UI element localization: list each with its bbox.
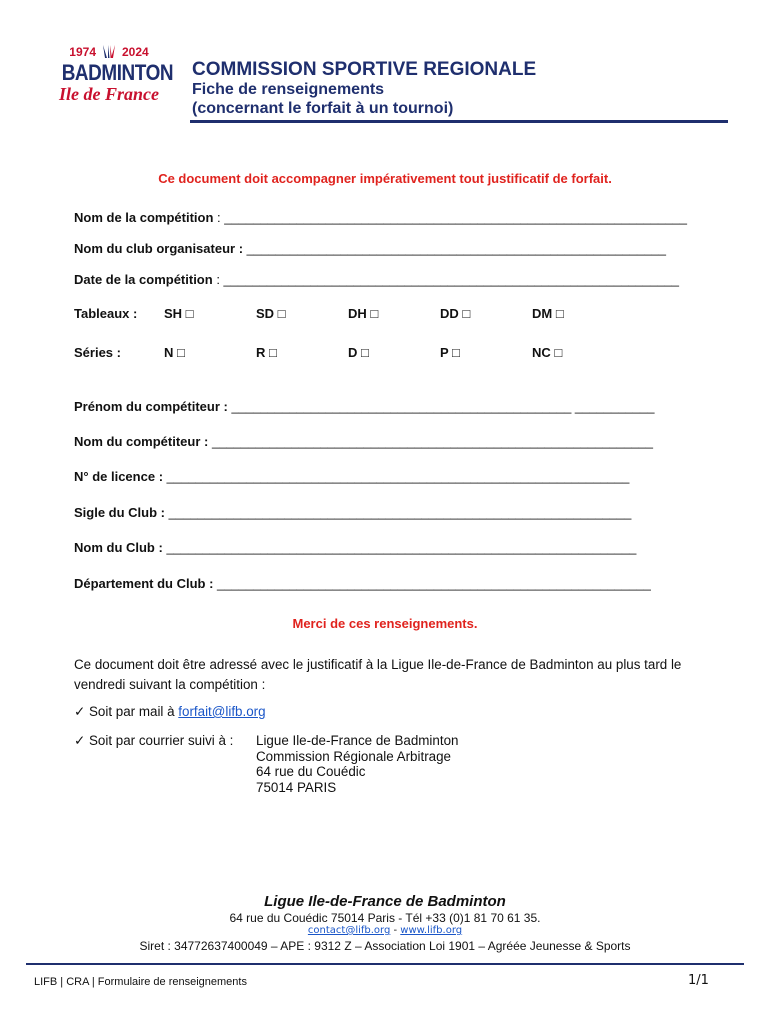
postal-address <box>256 733 458 795</box>
option-courrier-text: Soit par courrier suivi à : <box>88 733 234 748</box>
checkmark-icon: ✓ <box>74 733 86 748</box>
field-competitor-name: Nom du compétiteur : _____________________________________________________________ <box>74 434 653 449</box>
notice-text: Ce document doit accompagner impérativement tout justificatif de forfait. <box>158 171 612 186</box>
page-number: 1/1 <box>688 973 709 988</box>
option-courrier <box>74 733 233 749</box>
logo-year-start: 1974 <box>69 45 96 59</box>
footer-links: contact@lifb.org - www.lifb.org <box>307 925 463 936</box>
tableau-option-dm[interactable]: DM □ <box>532 306 564 321</box>
footer-title: Ligue Ile-de-France de Badminton <box>264 893 506 910</box>
field-label: Nom du Club <box>74 540 155 555</box>
field-label: Sigle du Club <box>74 505 158 520</box>
website-link[interactable]: www.lifb.org <box>400 925 463 936</box>
field-line[interactable]: _______________________________________________ ___________ <box>231 399 655 414</box>
field-competitor-firstname: Prénom du compétiteur : _______________________________________________ ___________ <box>74 399 655 414</box>
field-label: Prénom du compétiteur <box>74 399 220 414</box>
ligue-logo <box>54 44 174 116</box>
field-label: Nom du club organisateur <box>74 241 236 256</box>
field-line[interactable]: _________________________________________________________________ <box>166 540 637 555</box>
address-line: 75014 PARIS <box>256 779 337 795</box>
checkmark-icon: ✓ <box>74 704 86 719</box>
document-title: COMMISSION SPORTIVE REGIONALE <box>192 59 537 80</box>
field-club-department: Département du Club : ____________________________________________________________ <box>74 576 651 591</box>
address-line: Ligue Ile-de-France de Badminton <box>256 733 459 748</box>
series-option-n[interactable]: N □ <box>164 345 185 360</box>
field-line[interactable]: ________________________________________________________________ <box>224 210 687 225</box>
field-line[interactable]: _____________________________________________________________ <box>211 434 653 449</box>
tableaux-label: Tableaux : <box>74 306 138 321</box>
option-mail-text: Soit par mail à <box>88 704 179 719</box>
field-licence-number: N° de licence : ________________________________________________________________ <box>74 469 630 484</box>
series-option-r[interactable]: R □ <box>256 345 277 360</box>
document-subtitle-2: (concernant le forfait à un tournoi) <box>192 100 454 117</box>
field-club-acronym: Sigle du Club : ________________________________________________________________ <box>74 505 632 520</box>
option-mail <box>74 704 266 720</box>
series-option-d[interactable]: D □ <box>348 345 369 360</box>
header-divider <box>190 120 728 123</box>
shuttlecock-icon <box>100 44 118 60</box>
tableau-option-sh[interactable]: SH □ <box>164 306 194 321</box>
logo-name: BADMINTON <box>61 60 174 85</box>
field-competition-name: Nom de la compétition : ________________________________________________________________ <box>74 210 687 225</box>
logo-year-end: 2024 <box>122 45 149 59</box>
field-line[interactable]: __________________________________________________________ <box>246 241 666 256</box>
contact-email-link[interactable]: contact@lifb.org <box>307 925 391 936</box>
footer-divider <box>26 963 744 965</box>
series-option-nc[interactable]: NC □ <box>532 345 563 360</box>
field-line[interactable]: ____________________________________________________________ <box>217 576 651 591</box>
instructions-paragraph: Ce document doit être adressé avec le justificatif à la Ligue Ile-de-France de Badminton au plus tard le vendredi suivant la compétition : <box>74 657 682 692</box>
footer-address: 64 rue du Couédic 75014 Paris - Tél +33 (0)1 81 70 61 35. <box>229 911 541 925</box>
field-club-name: Nom du Club : _________________________________________________________________ <box>74 540 637 555</box>
mail-link[interactable]: forfait@lifb.org <box>178 704 266 719</box>
address-line: 64 rue du Couédic <box>256 764 366 780</box>
field-label: N° de licence <box>74 469 156 484</box>
tableau-option-dd[interactable]: DD □ <box>440 306 471 321</box>
document-subtitle: Fiche de renseignements <box>192 81 385 98</box>
field-line[interactable]: _______________________________________________________________ <box>223 272 680 287</box>
address-line: Commission Régionale Arbitrage <box>256 748 452 764</box>
thanks-text: Merci de ces renseignements. <box>292 616 478 631</box>
series-option-p[interactable]: P □ <box>440 345 460 360</box>
field-label: Nom du compétiteur <box>74 434 201 449</box>
field-competition-date: Date de la compétition : _______________________________________________________________ <box>74 272 680 287</box>
field-line[interactable]: ________________________________________________________________ <box>166 469 630 484</box>
logo-years <box>54 44 164 60</box>
tableau-option-dh[interactable]: DH □ <box>348 306 379 321</box>
field-organizing-club: Nom du club organisateur : __________________________________________________________ <box>74 241 666 256</box>
field-line[interactable]: ________________________________________________________________ <box>168 505 632 520</box>
footer-doc-reference: LIFB | CRA | Formulaire de renseignements <box>34 976 247 988</box>
field-label: Nom de la compétition <box>74 210 214 225</box>
tableau-option-sd[interactable]: SD □ <box>256 306 286 321</box>
logo-region: Ile de France <box>59 84 159 104</box>
footer-legal: Siret : 34772637400049 – APE : 9312 Z – Association Loi 1901 – Agréée Jeunesse & Sports <box>139 939 631 953</box>
field-label: Département du Club <box>74 576 206 591</box>
field-label: Date de la compétition <box>74 272 213 287</box>
series-label: Séries : <box>74 345 121 360</box>
